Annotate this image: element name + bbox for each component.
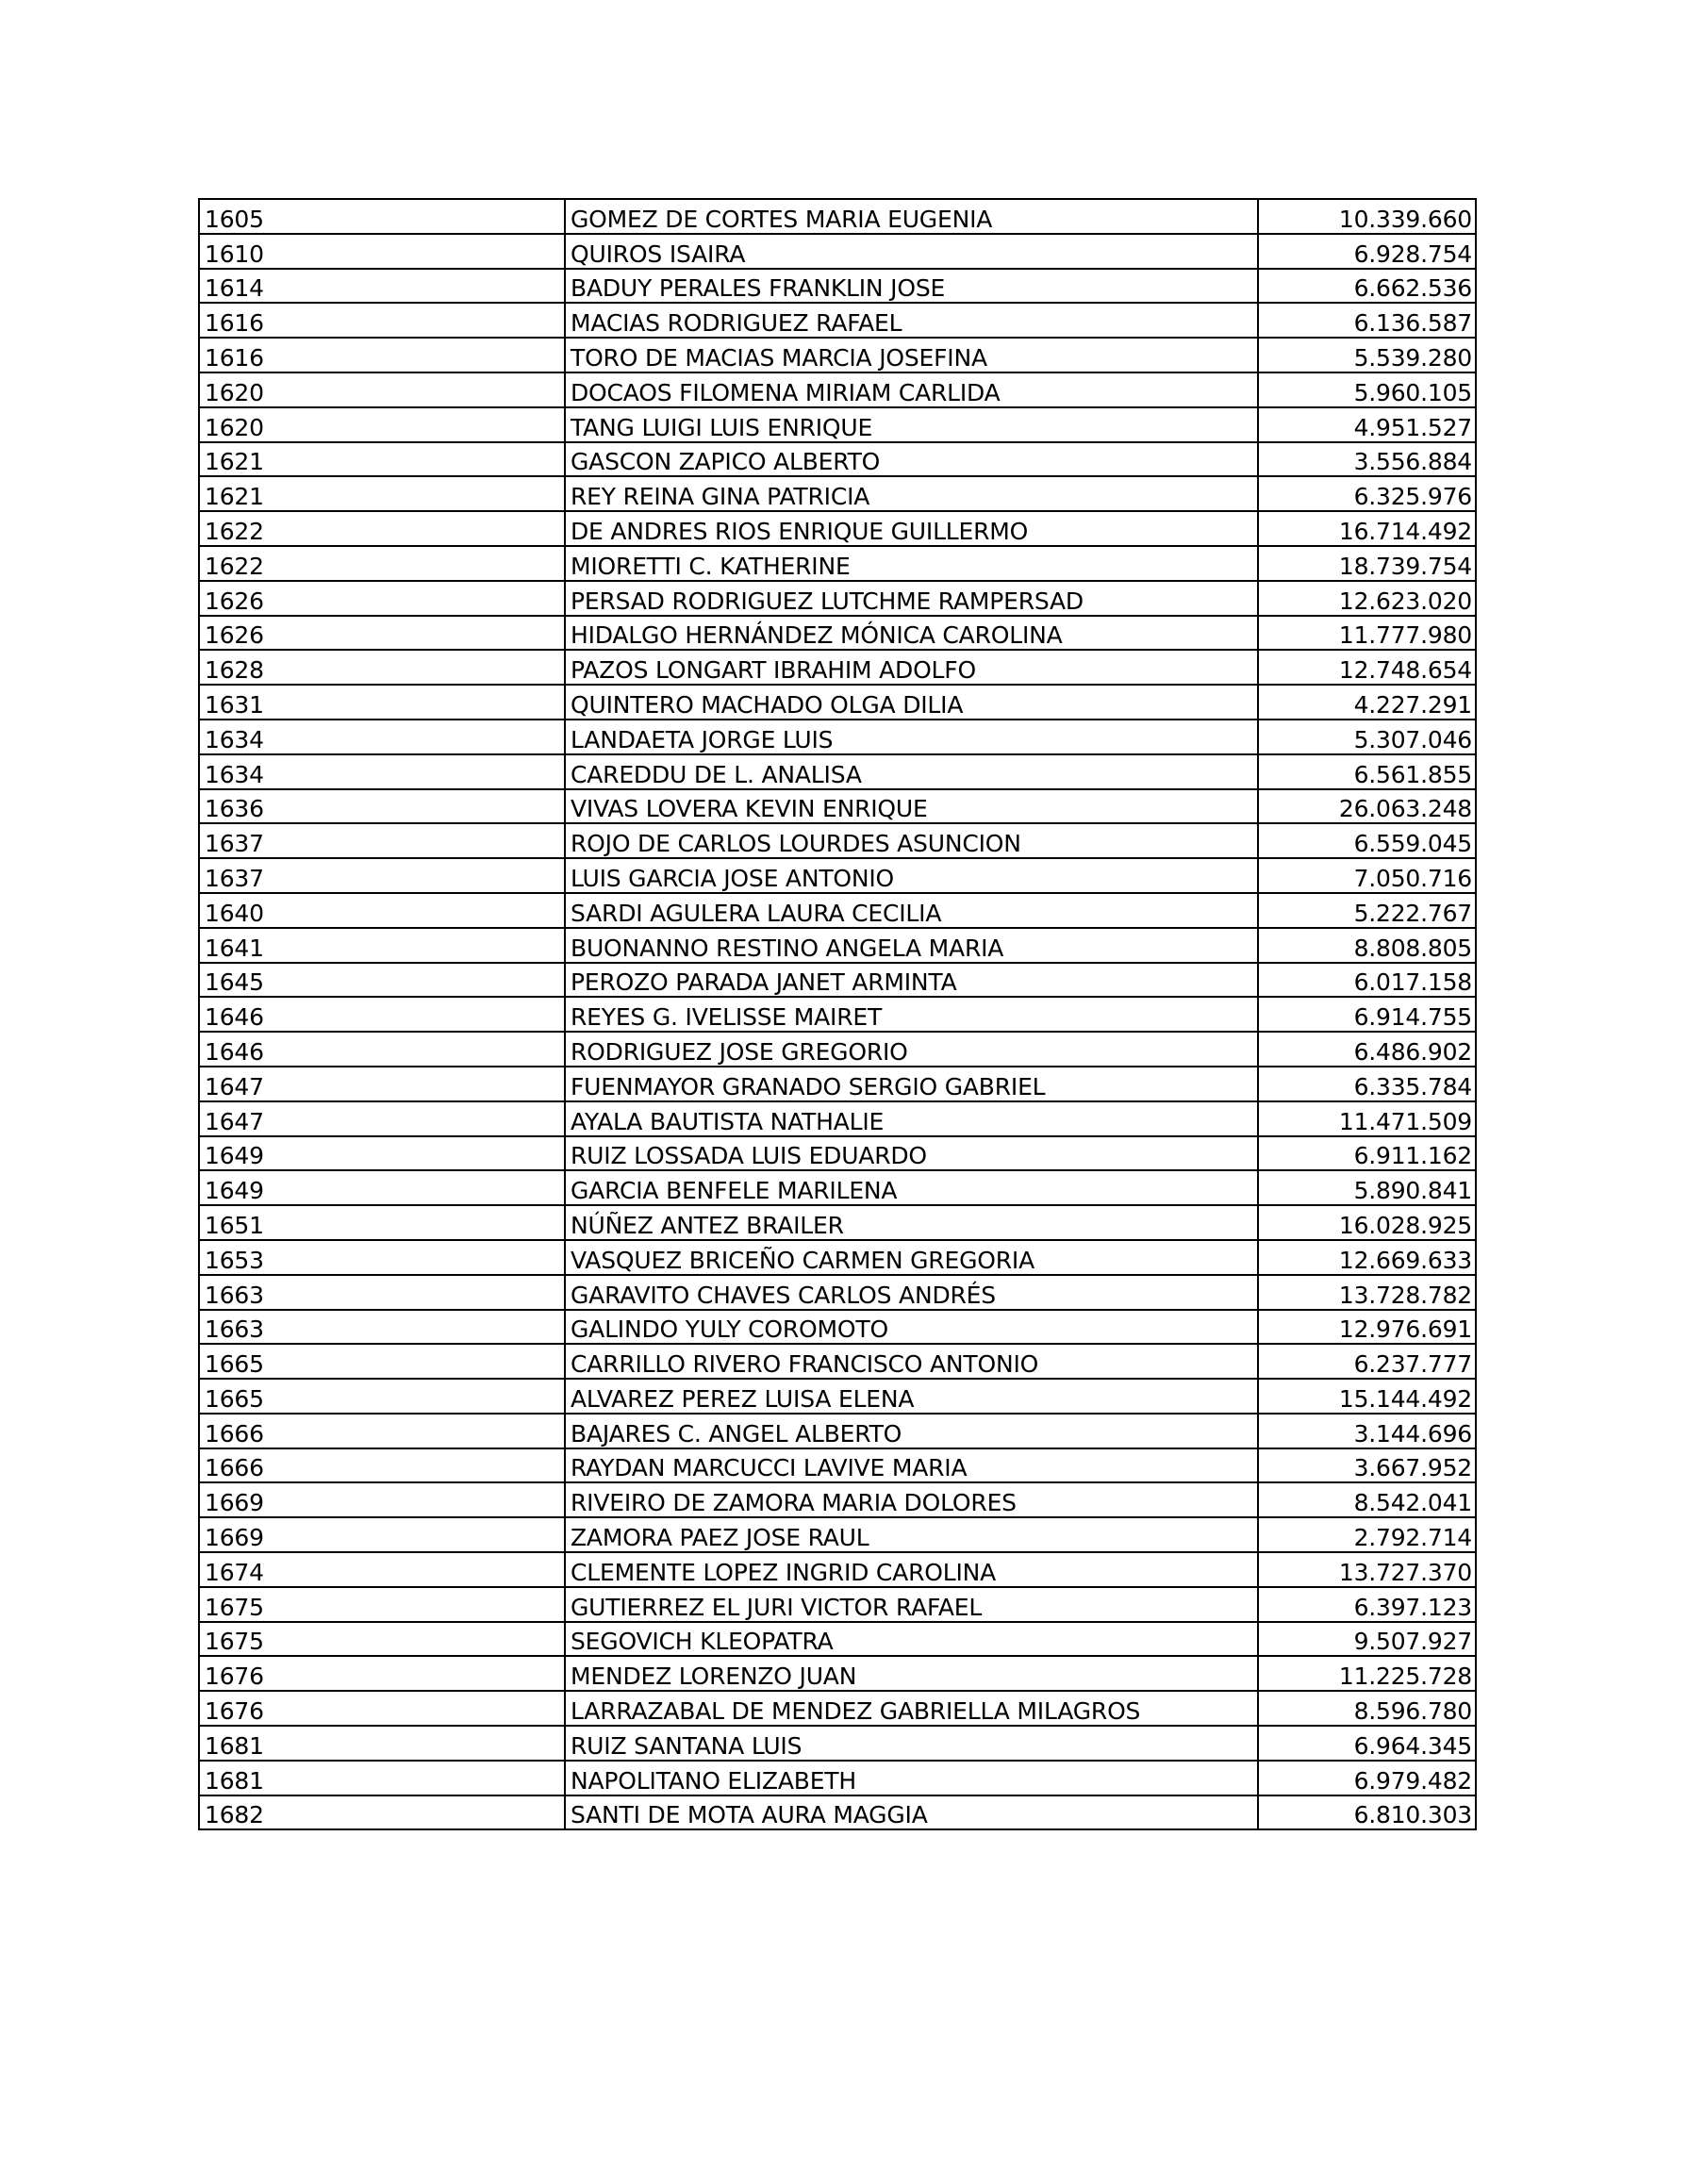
code-cell: 1637 <box>199 858 565 893</box>
amount-cell: 4.951.527 <box>1258 407 1476 442</box>
name-cell: GARAVITO CHAVES CARLOS ANDRÉS <box>565 1275 1258 1310</box>
table-row <box>199 1275 1476 1310</box>
records-table <box>198 198 1477 1830</box>
code-cell: 1626 <box>199 581 565 616</box>
name-cell: HIDALGO HERNÁNDEZ MÓNICA CAROLINA <box>565 616 1258 651</box>
table-row <box>199 511 1476 546</box>
amount-cell: 6.136.587 <box>1258 303 1476 338</box>
code-cell: 1674 <box>199 1552 565 1587</box>
table-row <box>199 893 1476 928</box>
amount-cell: 8.596.780 <box>1258 1691 1476 1726</box>
code-cell: 1653 <box>199 1240 565 1275</box>
table-row <box>199 1552 1476 1587</box>
code-cell: 1622 <box>199 511 565 546</box>
name-cell: QUIROS ISAIRA <box>565 234 1258 269</box>
code-cell: 1676 <box>199 1656 565 1691</box>
amount-cell: 3.556.884 <box>1258 442 1476 477</box>
table-row <box>199 1656 1476 1691</box>
amount-cell: 11.777.980 <box>1258 616 1476 651</box>
name-cell: RODRIGUEZ JOSE GREGORIO <box>565 1032 1258 1067</box>
code-cell: 1620 <box>199 407 565 442</box>
name-cell: LUIS GARCIA JOSE ANTONIO <box>565 858 1258 893</box>
amount-cell: 5.307.046 <box>1258 720 1476 754</box>
amount-cell: 6.237.777 <box>1258 1344 1476 1379</box>
name-cell: NÚÑEZ ANTEZ BRAILER <box>565 1205 1258 1240</box>
table-row <box>199 1587 1476 1622</box>
code-cell: 1663 <box>199 1310 565 1345</box>
table-row <box>199 1136 1476 1171</box>
code-cell: 1647 <box>199 1101 565 1136</box>
amount-cell: 6.928.754 <box>1258 234 1476 269</box>
code-cell: 1647 <box>199 1067 565 1101</box>
name-cell: FUENMAYOR GRANADO SERGIO GABRIEL <box>565 1067 1258 1101</box>
table-row <box>199 1310 1476 1345</box>
code-cell: 1640 <box>199 893 565 928</box>
table-row <box>199 1205 1476 1240</box>
amount-cell: 8.808.805 <box>1258 928 1476 963</box>
code-cell: 1621 <box>199 476 565 511</box>
code-cell: 1614 <box>199 269 565 304</box>
table-row <box>199 858 1476 893</box>
code-cell: 1628 <box>199 650 565 685</box>
name-cell: PERSAD RODRIGUEZ LUTCHME RAMPERSAD <box>565 581 1258 616</box>
code-cell: 1669 <box>199 1517 565 1552</box>
amount-cell: 6.559.045 <box>1258 823 1476 858</box>
name-cell: SARDI AGULERA LAURA CECILIA <box>565 893 1258 928</box>
amount-cell: 12.976.691 <box>1258 1310 1476 1345</box>
table-row <box>199 1414 1476 1448</box>
code-cell: 1676 <box>199 1691 565 1726</box>
table-row <box>199 372 1476 407</box>
name-cell: BAJARES C. ANGEL ALBERTO <box>565 1414 1258 1448</box>
name-cell: CAREDDU DE L. ANALISA <box>565 754 1258 789</box>
table-row <box>199 1622 1476 1657</box>
name-cell: MIORETTI C. KATHERINE <box>565 546 1258 581</box>
name-cell: LANDAETA JORGE LUIS <box>565 720 1258 754</box>
table-row <box>199 789 1476 824</box>
code-cell: 1621 <box>199 442 565 477</box>
table-row <box>199 1448 1476 1483</box>
name-cell: REY REINA GINA PATRICIA <box>565 476 1258 511</box>
table-row <box>199 338 1476 372</box>
amount-cell: 11.471.509 <box>1258 1101 1476 1136</box>
amount-cell: 5.960.105 <box>1258 372 1476 407</box>
name-cell: MENDEZ LORENZO JUAN <box>565 1656 1258 1691</box>
amount-cell: 6.911.162 <box>1258 1136 1476 1171</box>
name-cell: TORO DE MACIAS MARCIA JOSEFINA <box>565 338 1258 372</box>
name-cell: RAYDAN MARCUCCI LAVIVE MARIA <box>565 1448 1258 1483</box>
amount-cell: 6.486.902 <box>1258 1032 1476 1067</box>
amount-cell: 6.397.123 <box>1258 1587 1476 1622</box>
code-cell: 1663 <box>199 1275 565 1310</box>
name-cell: PAZOS LONGART IBRAHIM ADOLFO <box>565 650 1258 685</box>
amount-cell: 6.979.482 <box>1258 1761 1476 1795</box>
table-row <box>199 1379 1476 1414</box>
amount-cell: 5.539.280 <box>1258 338 1476 372</box>
name-cell: GARCIA BENFELE MARILENA <box>565 1170 1258 1205</box>
amount-cell: 6.017.158 <box>1258 963 1476 998</box>
code-cell: 1682 <box>199 1795 565 1830</box>
code-cell: 1605 <box>199 199 565 234</box>
amount-cell: 13.727.370 <box>1258 1552 1476 1587</box>
code-cell: 1665 <box>199 1379 565 1414</box>
code-cell: 1616 <box>199 303 565 338</box>
name-cell: DE ANDRES RIOS ENRIQUE GUILLERMO <box>565 511 1258 546</box>
table-row <box>199 1482 1476 1517</box>
table-row <box>199 546 1476 581</box>
code-cell: 1665 <box>199 1344 565 1379</box>
document-page <box>198 198 1475 1830</box>
amount-cell: 6.662.536 <box>1258 269 1476 304</box>
table-row <box>199 720 1476 754</box>
amount-cell: 6.335.784 <box>1258 1067 1476 1101</box>
code-cell: 1616 <box>199 338 565 372</box>
amount-cell: 3.667.952 <box>1258 1448 1476 1483</box>
name-cell: SEGOVICH KLEOPATRA <box>565 1622 1258 1657</box>
code-cell: 1610 <box>199 234 565 269</box>
amount-cell: 3.144.696 <box>1258 1414 1476 1448</box>
amount-cell: 11.225.728 <box>1258 1656 1476 1691</box>
amount-cell: 12.748.654 <box>1258 650 1476 685</box>
name-cell: GUTIERREZ EL JURI VICTOR RAFAEL <box>565 1587 1258 1622</box>
amount-cell: 6.561.855 <box>1258 754 1476 789</box>
table-row <box>199 1726 1476 1761</box>
table-row <box>199 997 1476 1032</box>
table-row <box>199 963 1476 998</box>
table-row <box>199 199 1476 234</box>
name-cell: ROJO DE CARLOS LOURDES ASUNCION <box>565 823 1258 858</box>
code-cell: 1641 <box>199 928 565 963</box>
amount-cell: 15.144.492 <box>1258 1379 1476 1414</box>
amount-cell: 4.227.291 <box>1258 685 1476 720</box>
code-cell: 1666 <box>199 1448 565 1483</box>
table-row <box>199 407 1476 442</box>
code-cell: 1681 <box>199 1726 565 1761</box>
name-cell: PEROZO PARADA JANET ARMINTA <box>565 963 1258 998</box>
table-row <box>199 1795 1476 1830</box>
name-cell: RUIZ LOSSADA LUIS EDUARDO <box>565 1136 1258 1171</box>
amount-cell: 2.792.714 <box>1258 1517 1476 1552</box>
code-cell: 1681 <box>199 1761 565 1795</box>
name-cell: GASCON ZAPICO ALBERTO <box>565 442 1258 477</box>
table-row <box>199 685 1476 720</box>
name-cell: VASQUEZ BRICEÑO CARMEN GREGORIA <box>565 1240 1258 1275</box>
code-cell: 1649 <box>199 1136 565 1171</box>
code-cell: 1637 <box>199 823 565 858</box>
table-row <box>199 1691 1476 1726</box>
table-row <box>199 303 1476 338</box>
name-cell: NAPOLITANO ELIZABETH <box>565 1761 1258 1795</box>
table-row <box>199 823 1476 858</box>
code-cell: 1675 <box>199 1587 565 1622</box>
amount-cell: 10.339.660 <box>1258 199 1476 234</box>
name-cell: LARRAZABAL DE MENDEZ GABRIELLA MILAGROS <box>565 1691 1258 1726</box>
code-cell: 1622 <box>199 546 565 581</box>
amount-cell: 6.914.755 <box>1258 997 1476 1032</box>
amount-cell: 7.050.716 <box>1258 858 1476 893</box>
amount-cell: 5.222.767 <box>1258 893 1476 928</box>
name-cell: DOCAOS FILOMENA MIRIAM CARLIDA <box>565 372 1258 407</box>
code-cell: 1649 <box>199 1170 565 1205</box>
table-row <box>199 581 1476 616</box>
amount-cell: 12.623.020 <box>1258 581 1476 616</box>
table-row <box>199 1067 1476 1101</box>
name-cell: ALVAREZ PEREZ LUISA ELENA <box>565 1379 1258 1414</box>
name-cell: CLEMENTE LOPEZ INGRID CAROLINA <box>565 1552 1258 1587</box>
amount-cell: 16.714.492 <box>1258 511 1476 546</box>
table-row <box>199 1761 1476 1795</box>
code-cell: 1645 <box>199 963 565 998</box>
amount-cell: 6.325.976 <box>1258 476 1476 511</box>
code-cell: 1634 <box>199 720 565 754</box>
amount-cell: 12.669.633 <box>1258 1240 1476 1275</box>
name-cell: CARRILLO RIVERO FRANCISCO ANTONIO <box>565 1344 1258 1379</box>
code-cell: 1666 <box>199 1414 565 1448</box>
table-row <box>199 1517 1476 1552</box>
table-row <box>199 1032 1476 1067</box>
name-cell: GALINDO YULY COROMOTO <box>565 1310 1258 1345</box>
code-cell: 1626 <box>199 616 565 651</box>
code-cell: 1646 <box>199 1032 565 1067</box>
amount-cell: 6.810.303 <box>1258 1795 1476 1830</box>
amount-cell: 18.739.754 <box>1258 546 1476 581</box>
name-cell: BADUY PERALES FRANKLIN JOSE <box>565 269 1258 304</box>
amount-cell: 8.542.041 <box>1258 1482 1476 1517</box>
name-cell: TANG LUIGI LUIS ENRIQUE <box>565 407 1258 442</box>
code-cell: 1646 <box>199 997 565 1032</box>
code-cell: 1636 <box>199 789 565 824</box>
table-row <box>199 928 1476 963</box>
amount-cell: 6.964.345 <box>1258 1726 1476 1761</box>
name-cell: VIVAS LOVERA KEVIN ENRIQUE <box>565 789 1258 824</box>
code-cell: 1634 <box>199 754 565 789</box>
name-cell: SANTI DE MOTA AURA MAGGIA <box>565 1795 1258 1830</box>
amount-cell: 5.890.841 <box>1258 1170 1476 1205</box>
name-cell: BUONANNO RESTINO ANGELA MARIA <box>565 928 1258 963</box>
table-row <box>199 442 1476 477</box>
name-cell: GOMEZ DE CORTES MARIA EUGENIA <box>565 199 1258 234</box>
name-cell: QUINTERO MACHADO OLGA DILIA <box>565 685 1258 720</box>
table-row <box>199 1240 1476 1275</box>
table-row <box>199 1170 1476 1205</box>
table-row <box>199 616 1476 651</box>
amount-cell: 16.028.925 <box>1258 1205 1476 1240</box>
name-cell: REYES G. IVELISSE MAIRET <box>565 997 1258 1032</box>
amount-cell: 9.507.927 <box>1258 1622 1476 1657</box>
code-cell: 1669 <box>199 1482 565 1517</box>
table-row <box>199 234 1476 269</box>
name-cell: RUIZ SANTANA LUIS <box>565 1726 1258 1761</box>
name-cell: ZAMORA PAEZ JOSE RAUL <box>565 1517 1258 1552</box>
code-cell: 1651 <box>199 1205 565 1240</box>
table-row <box>199 1344 1476 1379</box>
name-cell: AYALA BAUTISTA NATHALIE <box>565 1101 1258 1136</box>
table-row <box>199 1101 1476 1136</box>
table-row <box>199 476 1476 511</box>
table-row <box>199 650 1476 685</box>
code-cell: 1631 <box>199 685 565 720</box>
name-cell: RIVEIRO DE ZAMORA MARIA DOLORES <box>565 1482 1258 1517</box>
table-row <box>199 754 1476 789</box>
code-cell: 1620 <box>199 372 565 407</box>
name-cell: MACIAS RODRIGUEZ RAFAEL <box>565 303 1258 338</box>
records-table-body <box>199 199 1476 1829</box>
code-cell: 1675 <box>199 1622 565 1657</box>
amount-cell: 13.728.782 <box>1258 1275 1476 1310</box>
table-row <box>199 269 1476 304</box>
amount-cell: 26.063.248 <box>1258 789 1476 824</box>
